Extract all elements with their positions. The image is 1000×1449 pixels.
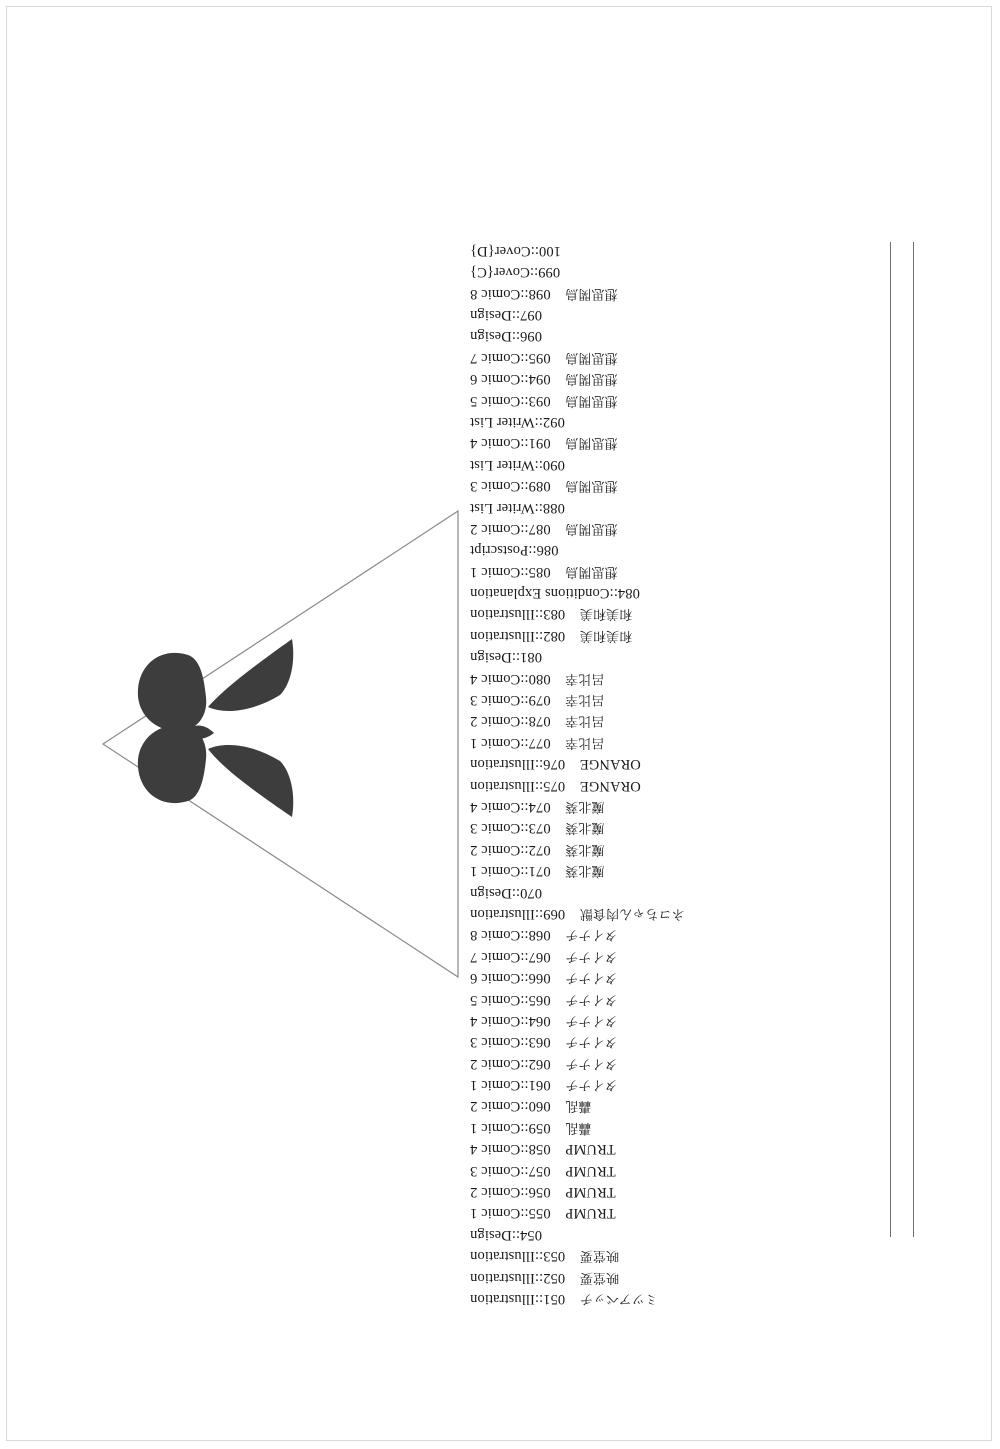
index-entry-separator: :: xyxy=(534,606,544,623)
index-entry-number: 099 xyxy=(538,264,561,281)
index-entry-kind: Comic 2 xyxy=(470,520,521,537)
index-entry-kind: Comic 7 xyxy=(470,349,521,366)
index-entry-credit: TRUMP xyxy=(565,1205,616,1222)
index-entry-number: 069 xyxy=(543,905,566,922)
index-entry-number: 100 xyxy=(538,242,561,259)
index-entry-credit: タイナチ xyxy=(565,970,618,986)
index-entry-credit: 想思関鳥 xyxy=(565,392,618,408)
index-entry-separator: :: xyxy=(534,756,544,773)
index-entry xyxy=(470,1116,900,1137)
index-entry xyxy=(470,346,900,367)
index-entry-credit: 轟乱 xyxy=(565,1098,592,1114)
index-entry xyxy=(470,988,900,1009)
index-entry-credit: ORANGE xyxy=(579,756,641,773)
index-entry-kind: Writer List xyxy=(470,499,535,516)
index-entry-kind: Comic 4 xyxy=(470,1141,521,1158)
index-entry-credit: TRUMP xyxy=(565,1162,616,1179)
index-entry-credit: タイナチ xyxy=(565,1034,618,1050)
index-entry-kind: Comic 2 xyxy=(470,1098,521,1115)
index-entry-kind: Comic 3 xyxy=(470,1162,521,1179)
index-entry-number: 089 xyxy=(528,478,551,495)
index-entry-separator: :: xyxy=(520,1119,529,1136)
index-entry-kind: Cover{C} xyxy=(470,264,530,281)
index-entry-separator: :: xyxy=(534,905,544,922)
index-entry xyxy=(470,475,900,496)
index-entry xyxy=(470,689,900,710)
index-entry-separator: :: xyxy=(609,585,618,602)
index-entry xyxy=(470,304,900,325)
index-entry-number: 095 xyxy=(528,349,551,366)
index-entry-separator: :: xyxy=(520,713,529,730)
index-entry-credit: タイナチ xyxy=(565,1012,618,1028)
index-entry-credit: 映堂要 xyxy=(579,1269,620,1285)
index-entry-credit: 和美和美 xyxy=(579,606,633,622)
index-entry-kind: Comic 6 xyxy=(470,970,521,987)
index-entry-credit: タイナチ xyxy=(565,1055,618,1071)
index-entry-separator: :: xyxy=(534,1248,544,1265)
index-entry xyxy=(470,411,900,432)
index-entry-separator: :: xyxy=(534,413,543,430)
index-entry-number: 098 xyxy=(528,285,551,302)
index-entry-credit: 映堂要 xyxy=(579,1248,620,1264)
index-entry xyxy=(470,924,900,945)
index-entry xyxy=(470,1266,900,1287)
index-entry-kind: Writer List xyxy=(470,456,535,473)
index-entry-kind: Illustration xyxy=(470,1291,535,1307)
index-entry-credit: TRUMP xyxy=(565,1184,616,1201)
index-entry-credit: 呂比幸 xyxy=(565,670,605,686)
index-entry-separator: :: xyxy=(520,1098,529,1115)
index-entry-separator: :: xyxy=(520,1077,529,1094)
index-entry-number: 087 xyxy=(528,520,551,537)
index-entry xyxy=(470,903,900,924)
index-entry-kind: Design xyxy=(470,649,512,666)
index-entry-separator: :: xyxy=(520,349,529,366)
index-entry-number: 058 xyxy=(528,1141,551,1158)
index-entry xyxy=(470,239,900,260)
index-entry-separator: :: xyxy=(529,264,539,281)
index-entry xyxy=(470,1181,900,1202)
index-entry-separator: :: xyxy=(520,435,529,452)
index-entry xyxy=(470,432,900,453)
index-entry-number: 074 xyxy=(528,799,551,816)
index-entry-number: 072 xyxy=(528,841,551,858)
index-entry-number: 096 xyxy=(519,328,543,345)
index-entry xyxy=(470,945,900,966)
index-entry-separator: :: xyxy=(520,820,529,837)
index-entry-kind: Design xyxy=(470,328,512,345)
index-entry xyxy=(470,325,900,346)
index-entry-number: 064 xyxy=(528,1012,551,1029)
index-entry-separator: :: xyxy=(534,1291,544,1307)
index-entry-kind: Comic 8 xyxy=(470,927,521,944)
index-entry-separator: :: xyxy=(520,799,529,816)
index-entry-credit: 想思関鳥 xyxy=(565,520,618,536)
index-entry-separator: :: xyxy=(520,392,529,409)
index-entry-number: 053 xyxy=(543,1248,566,1265)
index-entry-credit: 想思関鳥 xyxy=(565,563,618,579)
index-entry-separator: :: xyxy=(520,371,529,388)
index-entry-number: 083 xyxy=(543,606,566,623)
index-entry xyxy=(470,774,900,795)
index-entry-number: 078 xyxy=(528,713,551,730)
index-entry-separator: :: xyxy=(520,285,529,302)
index-entry-number: 085 xyxy=(528,563,551,580)
index-entry-credit: 想思関鳥 xyxy=(565,285,618,301)
index-entry-kind: Comic 2 xyxy=(470,841,521,858)
index-entry-kind: Comic 3 xyxy=(470,478,521,495)
index-entry-kind: Comic 1 xyxy=(470,1205,521,1222)
index-entry xyxy=(470,1074,900,1095)
index-entry xyxy=(470,646,900,667)
index-entry-separator: :: xyxy=(520,1034,529,1051)
index-entry xyxy=(470,539,900,560)
index-entry-kind: Comic 6 xyxy=(470,371,521,388)
index-entry-number: 093 xyxy=(528,392,551,409)
index-entry-kind: Comic 1 xyxy=(470,563,521,580)
index-entry-kind: Comic 2 xyxy=(470,713,521,730)
index-entry-kind: Comic 3 xyxy=(470,820,521,837)
index-entry-credit: ネコちゃん肉食獣 xyxy=(579,905,685,921)
index-entry-kind: Illustration xyxy=(470,756,535,773)
index-entry-kind: Comic 1 xyxy=(470,734,521,751)
index-entry-separator: :: xyxy=(520,1012,529,1029)
index-entry-separator: :: xyxy=(520,692,529,709)
index-entry-number: 051 xyxy=(543,1291,566,1307)
index-entry-separator: :: xyxy=(520,1055,529,1072)
index-entry-kind: Conditions Explanation xyxy=(470,585,610,602)
index-entry-kind: Illustration xyxy=(470,606,535,623)
index-entry-separator: :: xyxy=(520,841,529,858)
index-entry-number: 070 xyxy=(519,884,543,901)
index-entry xyxy=(470,1159,900,1180)
index-entry-kind: Illustration xyxy=(470,1269,535,1286)
index-entry-credit: 和美和美 xyxy=(579,627,633,643)
index-entry xyxy=(470,881,900,902)
index-entry-separator: :: xyxy=(511,1226,520,1243)
index-entry-credit: 想思関鳥 xyxy=(565,371,618,387)
index-entry-number: 061 xyxy=(528,1077,551,1094)
index-entry xyxy=(470,1288,900,1309)
index-entry-number: 086 xyxy=(536,542,559,559)
index-entry-kind: Comic 4 xyxy=(470,670,521,687)
index-entry xyxy=(470,603,900,624)
index-entry xyxy=(470,496,900,517)
index-entry xyxy=(470,1031,900,1052)
index-entry-number: 090 xyxy=(542,456,565,473)
index-entry xyxy=(470,453,900,474)
index-entry-credit: タイナチ xyxy=(565,991,618,1007)
index-entry-number: 068 xyxy=(528,927,551,944)
index-entry-kind: Design xyxy=(470,884,512,901)
index-entry-kind: Comic 5 xyxy=(470,991,521,1008)
butterfly-mark-icon xyxy=(110,629,300,829)
index-entry xyxy=(470,860,900,881)
index-entry-separator: :: xyxy=(511,649,520,666)
index-entry-separator: :: xyxy=(534,627,544,644)
index-entry-number: 052 xyxy=(543,1269,566,1286)
index-entry-separator: :: xyxy=(520,991,529,1008)
index-entry-number: 081 xyxy=(519,649,543,666)
index-entry-credit: 魔北葵 xyxy=(565,863,605,879)
index-entry-number: 080 xyxy=(528,670,551,687)
index-entry-separator: :: xyxy=(520,948,529,965)
index-entry-separator: :: xyxy=(534,499,543,516)
index-entry-kind: Comic 1 xyxy=(470,1119,521,1136)
index-entry-credit: ミツアベッチ xyxy=(579,1291,658,1306)
index-entry-separator: :: xyxy=(520,734,529,751)
index-entry xyxy=(470,282,900,303)
index-entry xyxy=(470,582,900,603)
index-entry-credit: 想思関鳥 xyxy=(565,435,618,451)
index-entry xyxy=(470,1095,900,1116)
index-entry-number: 076 xyxy=(543,756,566,773)
index-entry-separator: :: xyxy=(534,777,544,794)
index-entry-credit: 想思関鳥 xyxy=(565,478,618,494)
index-entry-number: 063 xyxy=(528,1034,551,1051)
index-entry-separator: :: xyxy=(520,520,529,537)
index-entry xyxy=(470,731,900,752)
index-entry-separator: :: xyxy=(520,863,529,880)
index-entry-kind: Comic 3 xyxy=(470,1034,521,1051)
index-entry-separator: :: xyxy=(530,242,539,259)
index-entry xyxy=(470,625,900,646)
index-entry-kind: Comic 8 xyxy=(470,285,521,302)
index-entry-number: 059 xyxy=(528,1119,551,1136)
index-entry-kind: Comic 1 xyxy=(470,863,521,880)
index-entry xyxy=(470,560,900,581)
index-entry-credit: 想思関鳥 xyxy=(565,349,618,365)
index-entry-number: 073 xyxy=(528,820,551,837)
index-entry-number: 054 xyxy=(519,1226,543,1243)
index-entry-number: 056 xyxy=(528,1184,551,1201)
index-entry xyxy=(470,389,900,410)
index-entry-credit: 轟乱 xyxy=(565,1119,592,1135)
index-entry-number: 092 xyxy=(542,413,565,430)
index-entry-kind: Design xyxy=(470,1226,512,1243)
index-entry-kind: Comic 4 xyxy=(470,1012,521,1029)
index-entry-number: 075 xyxy=(543,777,566,794)
index-entry-number: 079 xyxy=(528,692,551,709)
index-entry-credit: 魔北葵 xyxy=(565,820,605,836)
index-entry-kind: Comic 7 xyxy=(470,948,521,965)
index-entry-number: 097 xyxy=(519,307,543,324)
index-entry-separator: :: xyxy=(520,1162,529,1179)
index-entry-credit: 魔北葵 xyxy=(565,799,605,815)
index-entry-kind: Comic 5 xyxy=(470,392,521,409)
index-entry-kind: Illustration xyxy=(470,777,535,794)
index-entry xyxy=(470,710,900,731)
index-entry xyxy=(470,838,900,859)
index-entry xyxy=(470,796,900,817)
index-entry-credit: 魔北葵 xyxy=(565,841,605,857)
index-entry-kind: Postscript xyxy=(470,542,529,559)
index-entry-separator: :: xyxy=(534,1269,544,1286)
index-entry xyxy=(470,1202,900,1223)
index-list xyxy=(470,239,900,1309)
index-entry-kind: Comic 2 xyxy=(470,1055,521,1072)
index-entry-separator: :: xyxy=(520,1184,529,1201)
index-entry xyxy=(470,817,900,838)
index-entry-separator: :: xyxy=(511,328,520,345)
index-entry-separator: :: xyxy=(520,1141,529,1158)
index-entry-credit: 呂比幸 xyxy=(565,692,605,708)
index-entry xyxy=(470,753,900,774)
index-entry-credit: TRUMP xyxy=(565,1141,616,1158)
index-entry-number: 077 xyxy=(528,734,551,751)
index-entry-number: 062 xyxy=(528,1055,551,1072)
index-entry-separator: :: xyxy=(520,563,529,580)
index-entry-number: 066 xyxy=(528,970,551,987)
index-entry-kind: Comic 4 xyxy=(470,799,521,816)
index-entry-kind: Cover{D} xyxy=(470,242,531,259)
index-entry xyxy=(470,1010,900,1031)
index-entry-kind: Comic 4 xyxy=(470,435,521,452)
index-entry-kind: Illustration xyxy=(470,905,535,922)
index-entry-number: 094 xyxy=(528,371,551,388)
index-entry-number: 071 xyxy=(528,863,551,880)
index-entry-kind: Design xyxy=(470,307,512,324)
index-entry-number: 057 xyxy=(528,1162,551,1179)
index-entry-kind: Illustration xyxy=(470,627,535,644)
index-entry-separator: :: xyxy=(520,970,529,987)
index-entry xyxy=(470,1052,900,1073)
index-entry xyxy=(470,1245,900,1266)
index-entry-credit: 呂比幸 xyxy=(565,734,605,750)
index-entry-separator: :: xyxy=(528,542,537,559)
index-entry-credit: タイナチ xyxy=(565,948,618,964)
index-entry-separator: :: xyxy=(520,670,529,687)
index-entry-number: 067 xyxy=(528,948,551,965)
index-entry-separator: :: xyxy=(520,478,529,495)
index-entry xyxy=(470,518,900,539)
index-entry-kind: Illustration xyxy=(470,1248,535,1265)
index-entry xyxy=(470,967,900,988)
index-entry xyxy=(470,368,900,389)
index-entry-number: 084 xyxy=(617,585,640,602)
index-entry-separator: :: xyxy=(534,456,543,473)
index-entry-number: 065 xyxy=(528,991,551,1008)
index-entry-credit: 呂比幸 xyxy=(565,713,605,729)
index-entry-kind: Comic 2 xyxy=(470,1184,521,1201)
index-entry xyxy=(470,261,900,282)
index-entry-kind: Comic 3 xyxy=(470,692,521,709)
index-entry-separator: :: xyxy=(511,307,520,324)
index-entry-credit: タイナチ xyxy=(565,1077,618,1093)
index-entry-separator: :: xyxy=(520,927,529,944)
index-entry-credit: タイナチ xyxy=(565,927,618,943)
index-entry-number: 088 xyxy=(542,499,565,516)
index-entry-separator: :: xyxy=(520,1205,529,1222)
index-entry-credit: ORANGE xyxy=(579,777,641,794)
index-entry xyxy=(470,667,900,688)
index-entry-number: 082 xyxy=(543,627,566,644)
index-entry-separator: :: xyxy=(511,884,520,901)
index-entry-number: 055 xyxy=(528,1205,551,1222)
index-entry xyxy=(470,1223,900,1244)
index-entry xyxy=(470,1138,900,1159)
index-entry-number: 060 xyxy=(528,1098,551,1115)
index-entry-number: 091 xyxy=(528,435,551,452)
index-entry-kind: Writer List xyxy=(470,413,535,430)
index-entry-kind: Comic 1 xyxy=(470,1077,521,1094)
